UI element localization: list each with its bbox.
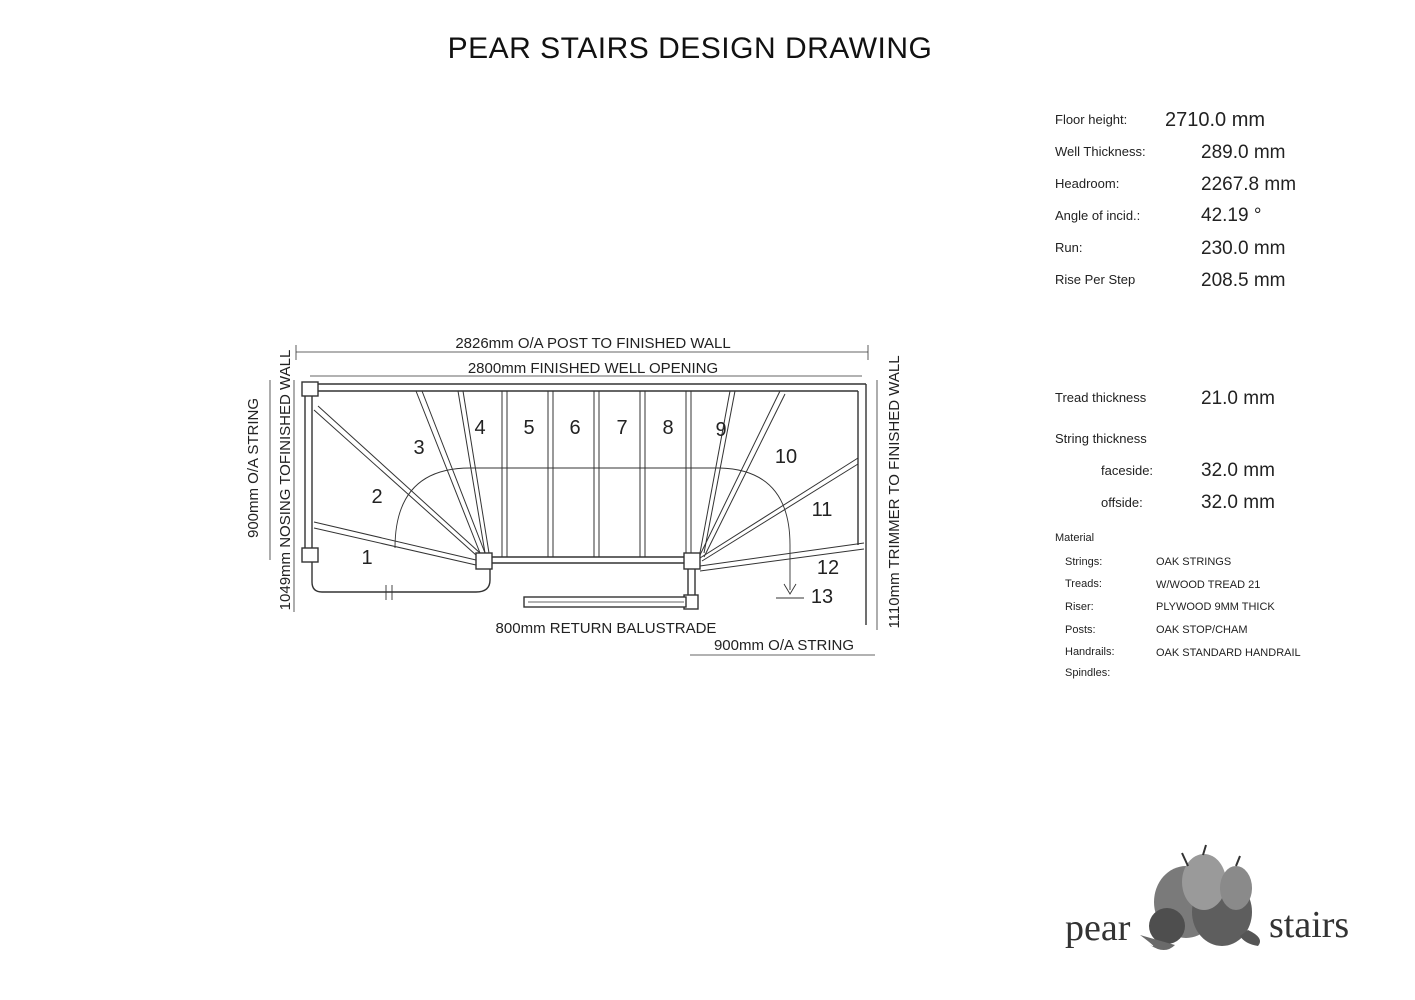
material-heading: Material (1055, 532, 1095, 544)
spec-value-faceside: 32.0 mm (1201, 460, 1275, 481)
dim-top-inner-label: 2800mm FINISHED WELL OPENING (467, 360, 719, 377)
dim-left-outer-label: 1049mm NOSING TOFINISHED WALL (277, 349, 294, 611)
step-number: 5 (523, 417, 535, 439)
spec-value-floor-height: 2710.0 mm (1165, 109, 1266, 131)
dim-left-inner-label: 900mm O/A STRING (245, 397, 262, 539)
step-number: 1 (361, 547, 373, 569)
spec-value-well-thickness: 289.0 mm (1201, 142, 1286, 163)
spec-label-offside: offside: (1101, 495, 1143, 510)
material-label-posts: Posts: (1065, 624, 1096, 636)
step-number: 11 (811, 499, 833, 521)
spec-label-well-thickness: Well Thickness: (1055, 144, 1146, 159)
material-value-riser: PLYWOOD 9MM THICK (1156, 601, 1275, 613)
string-thickness-heading: String thickness (1055, 431, 1147, 446)
dim-top-outer-label: 2826mm O/A POST TO FINISHED WALL (455, 335, 731, 352)
newel-post-bottom-left (302, 548, 318, 562)
logo-word-left: pear (1065, 907, 1131, 949)
spec-label-headroom: Headroom: (1055, 176, 1120, 191)
step-number: 7 (616, 417, 628, 439)
step-number: 9 (715, 419, 727, 441)
spec-value-offside: 32.0 mm (1201, 492, 1275, 513)
dim-bottom-string-label: 900mm O/A STRING (713, 637, 855, 654)
step-number: 4 (474, 417, 486, 439)
material-label-spindles: Spindles: (1065, 667, 1111, 679)
spec-label-run: Run: (1055, 240, 1083, 255)
material-label-treads: Treads: (1065, 578, 1102, 590)
material-value-strings: OAK STRINGS (1156, 556, 1232, 568)
spec-value-run: 230.0 mm (1201, 238, 1286, 259)
material-value-treads: W/WOOD TREAD 21 (1156, 579, 1261, 591)
step-number: 13 (810, 586, 834, 608)
logo-word-right: stairs (1269, 904, 1350, 946)
spec-label-faceside: faceside: (1101, 463, 1154, 478)
material-label-riser: Riser: (1065, 601, 1094, 613)
material-value-handrails: OAK STANDARD HANDRAIL (1156, 647, 1301, 659)
material-label-strings: Strings: (1065, 556, 1103, 568)
pear-stairs-logo (1065, 845, 1349, 950)
step-number: 8 (662, 417, 674, 439)
spec-value-headroom: 2267.8 mm (1201, 174, 1297, 195)
page-title: PEAR STAIRS DESIGN DRAWING (447, 32, 933, 65)
spec-label-rise: Rise Per Step (1055, 272, 1136, 287)
dim-right-label: 1110mm TRIMMER TO FINISHED WALL (886, 355, 903, 629)
newel-post-top-left (302, 382, 318, 396)
material-label-handrails: Handrails: (1065, 646, 1115, 658)
step-number: 3 (413, 437, 425, 459)
newel-post-centre-right (684, 553, 700, 569)
dim-bottom-balustrade-label: 800mm RETURN BALUSTRADE (495, 620, 717, 637)
spec-value-angle: 42.19 ° (1201, 205, 1262, 226)
step-number: 12 (816, 557, 840, 579)
spec-label-floor-height: Floor height: (1055, 112, 1128, 127)
newel-post-centre-left (476, 553, 492, 569)
spec-label-angle: Angle of incid.: (1055, 208, 1141, 223)
step-number: 2 (371, 486, 383, 508)
step-number: 10 (774, 446, 798, 468)
step-number: 6 (569, 417, 581, 439)
spec-value-tread-thickness: 21.0 mm (1201, 388, 1275, 409)
material-value-posts: OAK STOP/CHAM (1156, 624, 1248, 636)
spec-value-rise: 208.5 mm (1201, 270, 1286, 291)
spec-label-tread-thickness: Tread thickness (1055, 390, 1147, 405)
